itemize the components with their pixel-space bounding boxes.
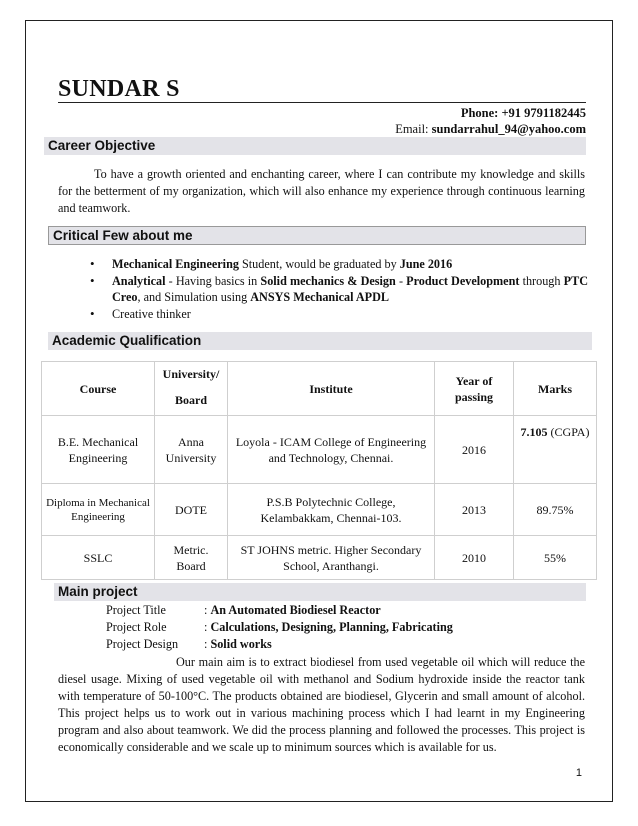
cell-university: Anna University xyxy=(155,416,228,484)
cell-course: Diploma in Mechanical Engineering xyxy=(42,484,155,536)
bullet-bold-text: Analytical xyxy=(112,273,166,288)
bullet-text: Student, would be graduated by xyxy=(238,257,400,271)
email-line xyxy=(395,122,586,137)
marks-rest: 89.75% xyxy=(536,502,574,517)
col-year xyxy=(435,362,514,416)
bullet-text: through xyxy=(519,273,564,288)
page-number: 1 xyxy=(575,767,582,779)
col-university-line1: University/ xyxy=(162,367,220,381)
name-divider xyxy=(58,102,586,103)
project-design-row xyxy=(106,636,272,652)
table-header-row xyxy=(42,362,597,416)
project-title-label: Project Title xyxy=(106,603,166,617)
marks-rest: (CGPA) xyxy=(547,425,590,439)
col-university-line2: Board xyxy=(174,393,207,407)
bullet-text: Creative thinker xyxy=(112,306,191,321)
academic-table xyxy=(41,361,597,580)
cell-institute: ST JOHNS metric. Higher Secondary School, Aranthangi. xyxy=(228,536,435,580)
col-year-line2: passing xyxy=(454,389,494,404)
email-address[interactable]: sundarrahul_94@yahoo.com xyxy=(431,122,586,136)
cell-marks xyxy=(514,484,597,536)
col-institute: Institute xyxy=(228,362,435,416)
bullet-bold-text: ANSYS Mechanical APDL xyxy=(250,290,390,304)
email-label: Email: xyxy=(395,122,429,136)
bullet-text: - xyxy=(395,273,407,288)
bullet-bold-text: Solid mechanics & Design xyxy=(260,273,396,288)
list-item xyxy=(90,273,588,306)
bullet-bold-text: PTC Creo xyxy=(112,273,588,304)
project-role-row xyxy=(106,619,453,635)
table-row xyxy=(42,484,597,536)
cell-course: SSLC xyxy=(42,536,155,580)
cell-year: 2013 xyxy=(435,484,514,536)
project-title-value: An Automated Biodiesel Reactor xyxy=(210,603,381,617)
section-title-academic: Academic Qualification xyxy=(48,332,592,350)
section-title-main-project: Main project xyxy=(54,583,586,601)
col-course: Course xyxy=(42,362,155,416)
section-title-critical-few: Critical Few about me xyxy=(48,226,586,245)
cell-year: 2010 xyxy=(435,536,514,580)
project-design-label: Project Design xyxy=(106,637,179,651)
col-university xyxy=(155,362,228,416)
section-title-career-objective: Career Objective xyxy=(44,137,586,155)
separator: : xyxy=(204,620,208,634)
list-item xyxy=(90,306,588,323)
separator: : xyxy=(204,637,208,651)
bullet-text: , and Simulation using xyxy=(137,290,251,304)
cell-marks xyxy=(514,536,597,580)
cell-institute: P.S.B Polytechnic College, Kelambakkam, Chennai-103. xyxy=(228,484,435,536)
project-description: Our main aim is to extract biodiesel from used vegetable oil which will reduce the diesel usage. Mixing of used vegetable oil with methanol and Sodium hydroxide inside the reactor tank with temperature of 50-100°C. The products obtained are biodiesel, Glycerin and small amount of alcohol. This project helps us to work out in various machining process which I had learnt in my Engineering program and also about teamwork. We did the process planning and followed the processes. This project is economically considerable and we scale up to minimum sources which is available for us. xyxy=(58,655,585,754)
critical-few-list xyxy=(90,256,588,322)
phone-label: Phone: xyxy=(460,106,499,120)
project-role-label: Project Role xyxy=(106,620,167,634)
cell-marks xyxy=(514,416,597,484)
table-row xyxy=(42,536,597,580)
cell-university: Metric. Board xyxy=(155,536,228,580)
col-marks: Marks xyxy=(514,362,597,416)
cell-university: DOTE xyxy=(155,484,228,536)
marks-bold: 7.105 xyxy=(520,425,548,439)
phone-number: +91 9791182445 xyxy=(501,106,586,120)
col-year-line1: Year of xyxy=(455,373,493,388)
cell-institute: Loyola - ICAM College of Engineering and Technology, Chennai. xyxy=(228,416,435,484)
project-title-row xyxy=(106,602,381,618)
candidate-name: SUNDAR S xyxy=(58,76,180,102)
cell-course: B.E. Mechanical Engineering xyxy=(42,416,155,484)
career-objective-text: To have a growth oriented and enchanting career, where I can contribute my knowledge and skills for the betterment of my organization, which will also enhance my experience through continuous learning and teamwork. xyxy=(58,167,585,215)
marks-rest: 55% xyxy=(544,550,566,565)
bullet-bold-text: June 2016 xyxy=(399,257,453,271)
project-design-value: Solid works xyxy=(210,637,272,651)
table-row xyxy=(42,416,597,484)
separator: : xyxy=(204,603,208,617)
bullet-text: - Having basics in xyxy=(165,273,261,288)
bullet-bold-text: Product Development xyxy=(406,273,520,288)
project-role-value: Calculations, Designing, Planning, Fabricating xyxy=(210,620,453,634)
phone-line xyxy=(461,106,586,121)
bullet-bold-text: Mechanical Engineering xyxy=(112,257,239,271)
cell-year: 2016 xyxy=(435,416,514,484)
list-item xyxy=(90,256,588,273)
